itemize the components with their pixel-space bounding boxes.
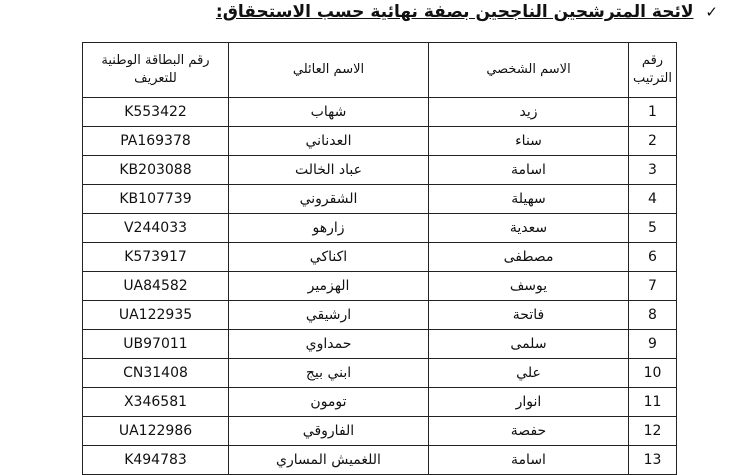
last-name-cell: الشقروني — [229, 185, 429, 214]
rank-cell: 2 — [629, 127, 677, 156]
table-row — [83, 359, 677, 388]
candidates-table — [82, 42, 677, 475]
rank-cell: 9 — [629, 330, 677, 359]
national-id-cell: K553422 — [83, 98, 229, 127]
last-name-cell: ابني بيج — [229, 359, 429, 388]
national-id-cell: K573917 — [83, 243, 229, 272]
rank-cell: 13 — [629, 446, 677, 475]
last-name-cell: اللغميش المساري — [229, 446, 429, 475]
last-name-cell: الفاروقي — [229, 417, 429, 446]
rank-cell: 7 — [629, 272, 677, 301]
table-row — [83, 156, 677, 185]
national-id-cell: V244033 — [83, 214, 229, 243]
national-id-cell: CN31408 — [83, 359, 229, 388]
last-name-cell: تومون — [229, 388, 429, 417]
first-name-cell: اسامة — [429, 446, 629, 475]
table-row — [83, 127, 677, 156]
first-name-cell: سهيلة — [429, 185, 629, 214]
table-row — [83, 330, 677, 359]
national-id-cell: UB97011 — [83, 330, 229, 359]
national-id-cell: KB107739 — [83, 185, 229, 214]
first-name-cell: زيد — [429, 98, 629, 127]
table-row — [83, 272, 677, 301]
last-name-cell: شهاب — [229, 98, 429, 127]
header-rank: رقم الترتيب — [629, 43, 677, 98]
first-name-cell: سناء — [429, 127, 629, 156]
first-name-cell: اسامة — [429, 156, 629, 185]
rank-cell: 5 — [629, 214, 677, 243]
first-name-cell: انوار — [429, 388, 629, 417]
table-row — [83, 185, 677, 214]
first-name-cell: سعدية — [429, 214, 629, 243]
rank-cell: 8 — [629, 301, 677, 330]
first-name-cell: حفصة — [429, 417, 629, 446]
header-last-name: الاسم العائلي — [229, 43, 429, 98]
national-id-cell: UA122935 — [83, 301, 229, 330]
table-row — [83, 214, 677, 243]
header-first-name: الاسم الشخصي — [429, 43, 629, 98]
first-name-cell: علي — [429, 359, 629, 388]
checkmark-icon: ✓ — [705, 3, 718, 21]
national-id-cell: KB203088 — [83, 156, 229, 185]
first-name-cell: يوسف — [429, 272, 629, 301]
list-title: لائحة المترشحين الناجحين بصفة نهائية حسب الاستحقاق: — [215, 2, 694, 22]
national-id-cell: PA169378 — [83, 127, 229, 156]
last-name-cell: زارهو — [229, 214, 429, 243]
header-national-id: رقم البطاقة الوطنية للتعريف — [83, 43, 229, 98]
first-name-cell: مصطفى — [429, 243, 629, 272]
first-name-cell: فاتحة — [429, 301, 629, 330]
last-name-cell: اكناكي — [229, 243, 429, 272]
table-row — [83, 388, 677, 417]
rank-cell: 3 — [629, 156, 677, 185]
rank-cell: 6 — [629, 243, 677, 272]
list-heading — [216, 2, 718, 22]
last-name-cell: حمداوي — [229, 330, 429, 359]
table-row — [83, 446, 677, 475]
last-name-cell: الهزمير — [229, 272, 429, 301]
rank-cell: 10 — [629, 359, 677, 388]
table-header-row — [83, 43, 677, 98]
rank-cell: 11 — [629, 388, 677, 417]
rank-cell: 12 — [629, 417, 677, 446]
table-row — [83, 243, 677, 272]
national-id-cell: UA84582 — [83, 272, 229, 301]
rank-cell: 1 — [629, 98, 677, 127]
rank-cell: 4 — [629, 185, 677, 214]
national-id-cell: K494783 — [83, 446, 229, 475]
last-name-cell: العدناني — [229, 127, 429, 156]
first-name-cell: سلمى — [429, 330, 629, 359]
national-id-cell: UA122986 — [83, 417, 229, 446]
national-id-cell: X346581 — [83, 388, 229, 417]
table-row — [83, 417, 677, 446]
table-row — [83, 98, 677, 127]
last-name-cell: ارشيقي — [229, 301, 429, 330]
last-name-cell: عباد الخالت — [229, 156, 429, 185]
table-row — [83, 301, 677, 330]
